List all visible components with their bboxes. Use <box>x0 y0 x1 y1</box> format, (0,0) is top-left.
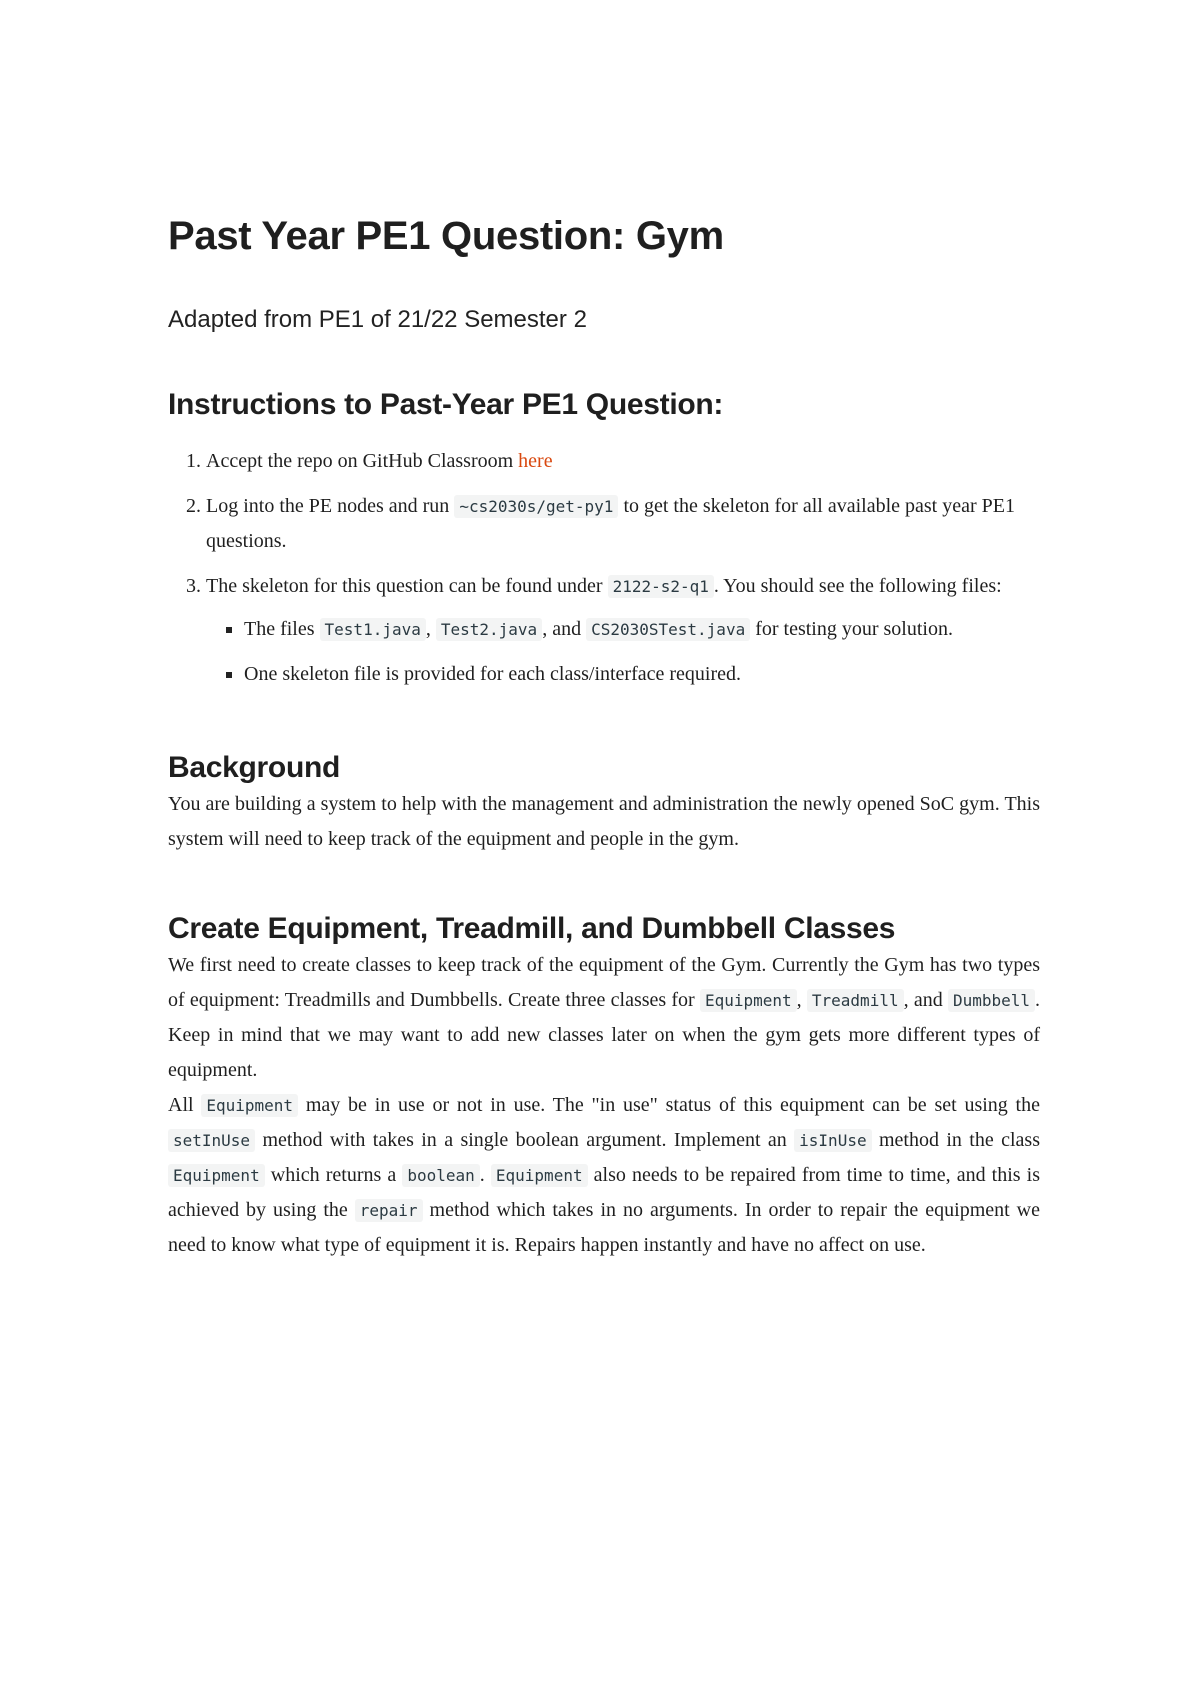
github-classroom-link[interactable]: here <box>518 450 553 473</box>
step-2-after: to get the skeleton for all available past year PE1 questions. <box>206 495 1015 553</box>
files-item-after: for testing your solution. <box>750 618 953 641</box>
background-paragraph: You are building a system to help with the management and administration the newly opened SoC gym. This system will need to keep track of the equipment and people in the gym. <box>168 793 1040 851</box>
p1-text-3: , and <box>903 989 948 1012</box>
p2-text-4: method in the class <box>871 1129 1040 1152</box>
set-in-use-code: setInUse <box>168 1129 255 1152</box>
p2-text-1: All <box>168 1094 202 1117</box>
document-page <box>168 212 1040 1263</box>
p2-text-6: . <box>479 1164 491 1187</box>
get-py1-command: ~cs2030s/get-py1 <box>454 495 618 518</box>
equipment-code: Equipment <box>491 1164 588 1187</box>
files-item-sep1: , <box>425 618 436 641</box>
p1-text-2: , <box>796 989 807 1012</box>
files-item-sep2: , and <box>542 618 587 641</box>
p2-text-2: may be in use or not in use. The "in use" status of this equipment can be set using the <box>298 1094 1040 1117</box>
skeleton-file-item: One skeleton file is provided for each class/interface required. <box>226 657 1040 692</box>
create-classes-paragraph-2 <box>168 1088 1040 1263</box>
step-2-before: Log into the PE nodes and run <box>206 495 455 518</box>
instruction-step-1 <box>206 444 1040 479</box>
step-3-before: The skeleton for this question can be found under <box>206 575 608 598</box>
background-heading: Background <box>168 751 341 785</box>
p1-text-1: We first need to create classes to keep track of the equipment of the Gym. Currently the Gym has two types of equipment: Treadmills and Dumbbells. Create three classes for <box>168 954 1040 1012</box>
instruction-step-2 <box>206 489 1040 559</box>
is-in-use-code: isInUse <box>794 1129 871 1152</box>
instruction-step-3 <box>206 569 1040 692</box>
test1-file-code: Test1.java <box>320 618 426 641</box>
equipment-code: Equipment <box>201 1094 298 1117</box>
cs2030stest-file-code: CS2030STest.java <box>586 618 750 641</box>
equipment-code: Equipment <box>168 1164 265 1187</box>
p1-text-4: . Keep in mind that we may want to add new classes later on when the gym gets more different types of equipment. <box>168 989 1040 1082</box>
p2-text-8: method which takes in no arguments. In order to repair the equipment we need to know what type of equipment it is. Repairs happen instantly and have no affect on use. <box>168 1199 1040 1257</box>
p2-text-7: also needs to be repaired from time to time, and this is achieved by using the <box>168 1164 1040 1222</box>
instructions-heading: Instructions to Past-Year PE1 Question: <box>168 388 724 422</box>
page-subtitle: Adapted from PE1 of 21/22 Semester 2 <box>168 306 587 333</box>
boolean-code: boolean <box>402 1164 479 1187</box>
create-classes-paragraph-1 <box>168 948 1040 1088</box>
equipment-code: Equipment <box>700 989 797 1012</box>
test-files-item <box>226 612 1040 647</box>
files-item-before: The files <box>244 618 320 641</box>
step-1-text: Accept the repo on GitHub Classroom <box>206 450 519 473</box>
step-3-after: . You should see the following files: <box>713 575 1002 598</box>
repair-code: repair <box>355 1199 423 1222</box>
p2-text-3: method with takes in a single boolean argument. Implement an <box>255 1129 795 1152</box>
test2-file-code: Test2.java <box>436 618 542 641</box>
dumbbell-code: Dumbbell <box>948 989 1035 1012</box>
skeleton-dir-code: 2122-s2-q1 <box>608 575 714 598</box>
page-title: Past Year PE1 Question: Gym <box>168 214 724 258</box>
p2-text-5: which returns a <box>264 1164 403 1187</box>
create-classes-heading: Create Equipment, Treadmill, and Dumbbell Classes <box>168 912 896 946</box>
treadmill-code: Treadmill <box>807 989 904 1012</box>
files-sublist <box>206 612 1040 692</box>
instructions-list <box>168 444 1040 692</box>
